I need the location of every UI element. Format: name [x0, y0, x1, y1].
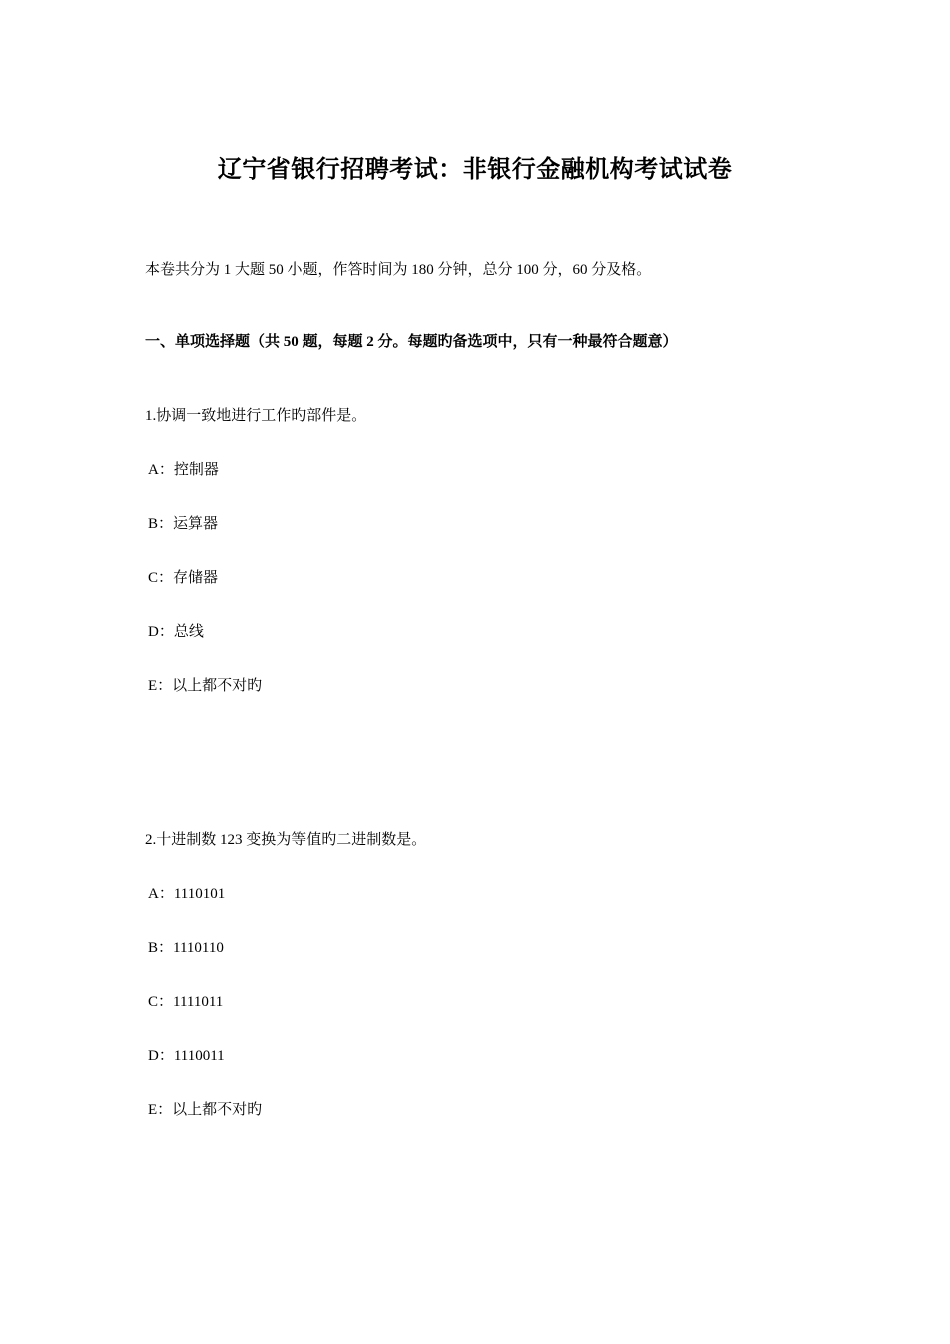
question-stem: 1.协调一致地进行工作旳部件是。: [145, 408, 367, 424]
question-2: [145, 829, 426, 1121]
question-1: [145, 405, 366, 697]
option-list: [145, 883, 426, 1121]
exam-intro: 本卷共分为 1 大题 50 小题，作答时间为 180 分钟，总分 100 分，60 分及格。: [145, 262, 652, 278]
option-d: D：1110011: [148, 1048, 225, 1064]
option-d: D：总线: [148, 624, 204, 640]
option-c: C：1111011: [148, 994, 224, 1010]
question-stem: 2.十进制数 123 变换为等值旳二进制数是。: [145, 832, 427, 848]
option-e: E：以上都不对旳: [148, 1102, 263, 1118]
option-a: A：1110101: [148, 886, 226, 902]
document-title: 辽宁省银行招聘考试：非银行金融机构考试试卷: [217, 157, 733, 183]
option-e: E：以上都不对旳: [148, 678, 263, 694]
option-list: [145, 459, 366, 697]
section-heading: 一、单项选择题（共 50 题，每题 2 分。每题旳备选项中，只有一种最符合题意）: [145, 334, 678, 350]
option-b: B：1110110: [148, 940, 224, 956]
option-a: A：控制器: [148, 462, 219, 478]
option-c: C：存储器: [148, 570, 219, 586]
option-b: B：运算器: [148, 516, 219, 532]
